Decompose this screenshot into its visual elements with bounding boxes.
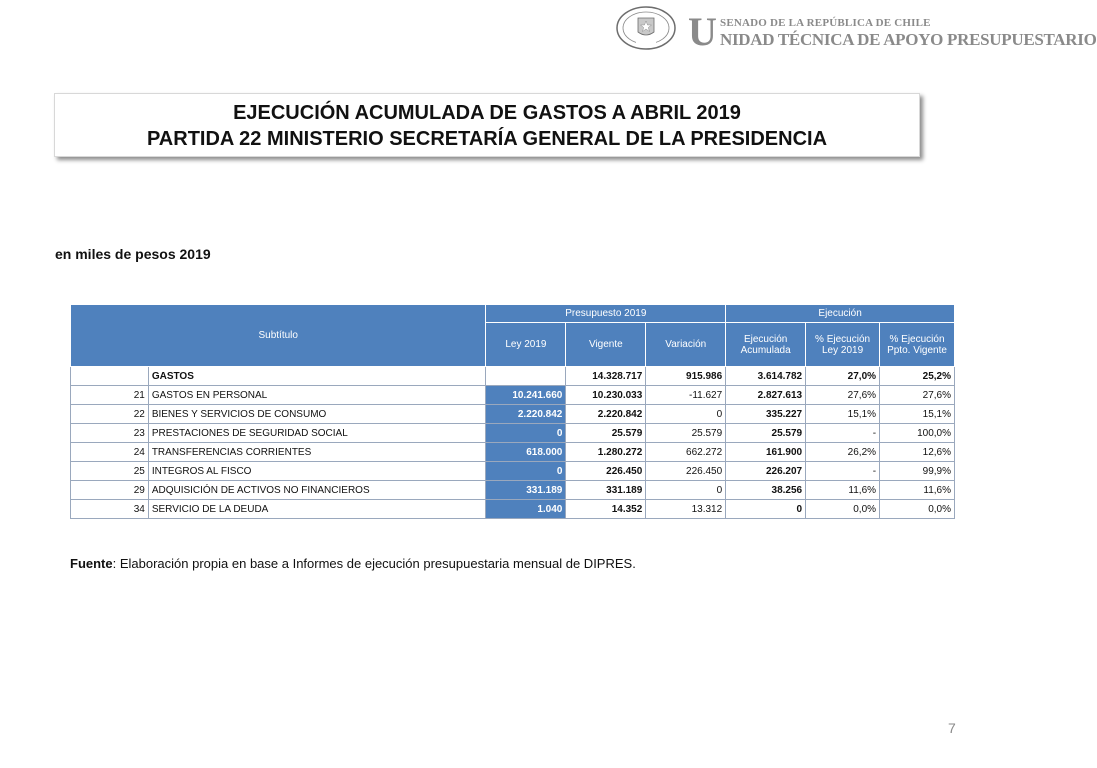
cell-variacion: 0 xyxy=(646,405,726,424)
col-header-pct-vigente: % Ejecución Ppto. Vigente xyxy=(880,323,955,367)
cell-pct-vigente: 0,0% xyxy=(880,500,955,519)
cell-pct-vigente: 12,6% xyxy=(880,443,955,462)
cell-pct-vigente: 25,2% xyxy=(880,367,955,386)
header-ejecucion: Ejecución xyxy=(726,305,955,323)
cell-vigente: 14.352 xyxy=(566,500,646,519)
budget-execution-table xyxy=(70,304,955,519)
logo-big-letter: U xyxy=(688,9,717,54)
cell-ley: 0 xyxy=(486,424,566,443)
cell-pct-ley: 26,2% xyxy=(806,443,880,462)
cell-pct-ley: 15,1% xyxy=(806,405,880,424)
unidad-tecnica-logo xyxy=(688,9,1097,54)
page-number: 7 xyxy=(948,720,956,736)
source-note xyxy=(70,556,636,571)
col-header-vigente: Vigente xyxy=(566,323,646,367)
table-row xyxy=(71,405,955,424)
cell-variacion: 915.986 xyxy=(646,367,726,386)
col-header-ley: Ley 2019 xyxy=(486,323,566,367)
cell-ley: 0 xyxy=(486,462,566,481)
cell-name: INTEGROS AL FISCO xyxy=(148,462,486,481)
table-row xyxy=(71,481,955,500)
cell-vigente: 2.220.842 xyxy=(566,405,646,424)
cell-code: 22 xyxy=(71,405,149,424)
cell-ejecucion: 38.256 xyxy=(726,481,806,500)
cell-variacion: 662.272 xyxy=(646,443,726,462)
cell-pct-ley: - xyxy=(806,462,880,481)
cell-name: ADQUISICIÓN DE ACTIVOS NO FINANCIEROS xyxy=(148,481,486,500)
cell-variacion: 0 xyxy=(646,481,726,500)
report-title-line2: PARTIDA 22 MINISTERIO SECRETARÍA GENERAL DE LA PRESIDENCIA xyxy=(146,128,828,150)
cell-ley: 618.000 xyxy=(486,443,566,462)
table-row xyxy=(71,386,955,405)
cell-ejecucion: 25.579 xyxy=(726,424,806,443)
cell-name: SERVICIO DE LA DEUDA xyxy=(148,500,486,519)
table-row xyxy=(71,500,955,519)
source-label: Fuente xyxy=(70,556,113,571)
cell-name: TRANSFERENCIAS CORRIENTES xyxy=(148,443,486,462)
cell-ejecucion: 161.900 xyxy=(726,443,806,462)
report-title-line1: EJECUCIÓN ACUMULADA DE GASTOS A ABRIL 2019 xyxy=(233,102,741,124)
col-header-variacion: Variación xyxy=(646,323,726,367)
cell-pct-vigente: 27,6% xyxy=(880,386,955,405)
cell-vigente: 331.189 xyxy=(566,481,646,500)
cell-pct-ley: 11,6% xyxy=(806,481,880,500)
header-subtitulo: Subtítulo xyxy=(71,305,486,367)
logo-unit-line: NIDAD TÉCNICA DE APOYO PRESUPUESTARIO xyxy=(720,30,1097,49)
cell-code xyxy=(71,367,149,386)
col-header-ejecucion-acumulada: Ejecución Acumulada xyxy=(726,323,806,367)
cell-name: GASTOS EN PERSONAL xyxy=(148,386,486,405)
cell-name: GASTOS xyxy=(148,367,486,386)
cell-ley: 10.241.660 xyxy=(486,386,566,405)
table-row xyxy=(71,462,955,481)
cell-variacion: -11.627 xyxy=(646,386,726,405)
cell-pct-ley: 27,0% xyxy=(806,367,880,386)
cell-ejecucion: 0 xyxy=(726,500,806,519)
cell-vigente: 226.450 xyxy=(566,462,646,481)
cell-vigente: 25.579 xyxy=(566,424,646,443)
table-row xyxy=(71,443,955,462)
cell-vigente: 14.328.717 xyxy=(566,367,646,386)
cell-code: 29 xyxy=(71,481,149,500)
source-text: : Elaboración propia en base a Informes de ejecución presupuestaria mensual de DIPRES. xyxy=(112,556,636,571)
cell-code: 24 xyxy=(71,443,149,462)
cell-pct-vigente: 100,0% xyxy=(880,424,955,443)
units-label: en miles de pesos 2019 xyxy=(55,246,211,262)
cell-ley: 2.220.842 xyxy=(486,405,566,424)
cell-variacion: 25.579 xyxy=(646,424,726,443)
cell-ejecucion: 226.207 xyxy=(726,462,806,481)
cell-code: 34 xyxy=(71,500,149,519)
cell-code: 23 xyxy=(71,424,149,443)
report-title-box xyxy=(54,93,920,157)
header-presupuesto: Presupuesto 2019 xyxy=(486,305,726,323)
cell-ejecucion: 335.227 xyxy=(726,405,806,424)
cell-code: 25 xyxy=(71,462,149,481)
senate-seal-logo xyxy=(616,6,676,50)
cell-variacion: 226.450 xyxy=(646,462,726,481)
cell-pct-ley: - xyxy=(806,424,880,443)
cell-vigente: 10.230.033 xyxy=(566,386,646,405)
cell-ley: 13.412.731 xyxy=(486,367,566,386)
cell-ley: 1.040 xyxy=(486,500,566,519)
cell-pct-vigente: 99,9% xyxy=(880,462,955,481)
logo-senate-line: SENADO DE LA REPÚBLICA DE CHILE xyxy=(720,17,931,29)
cell-pct-ley: 0,0% xyxy=(806,500,880,519)
cell-name: PRESTACIONES DE SEGURIDAD SOCIAL xyxy=(148,424,486,443)
cell-pct-vigente: 15,1% xyxy=(880,405,955,424)
col-header-pct-ley: % Ejecución Ley 2019 xyxy=(806,323,880,367)
cell-variacion: 13.312 xyxy=(646,500,726,519)
cell-pct-vigente: 11,6% xyxy=(880,481,955,500)
table-row xyxy=(71,424,955,443)
cell-vigente: 1.280.272 xyxy=(566,443,646,462)
table-row-total xyxy=(71,367,955,386)
cell-ejecucion: 3.614.782 xyxy=(726,367,806,386)
cell-ley: 331.189 xyxy=(486,481,566,500)
cell-name: BIENES Y SERVICIOS DE CONSUMO xyxy=(148,405,486,424)
cell-pct-ley: 27,6% xyxy=(806,386,880,405)
cell-code: 21 xyxy=(71,386,149,405)
cell-ejecucion: 2.827.613 xyxy=(726,386,806,405)
